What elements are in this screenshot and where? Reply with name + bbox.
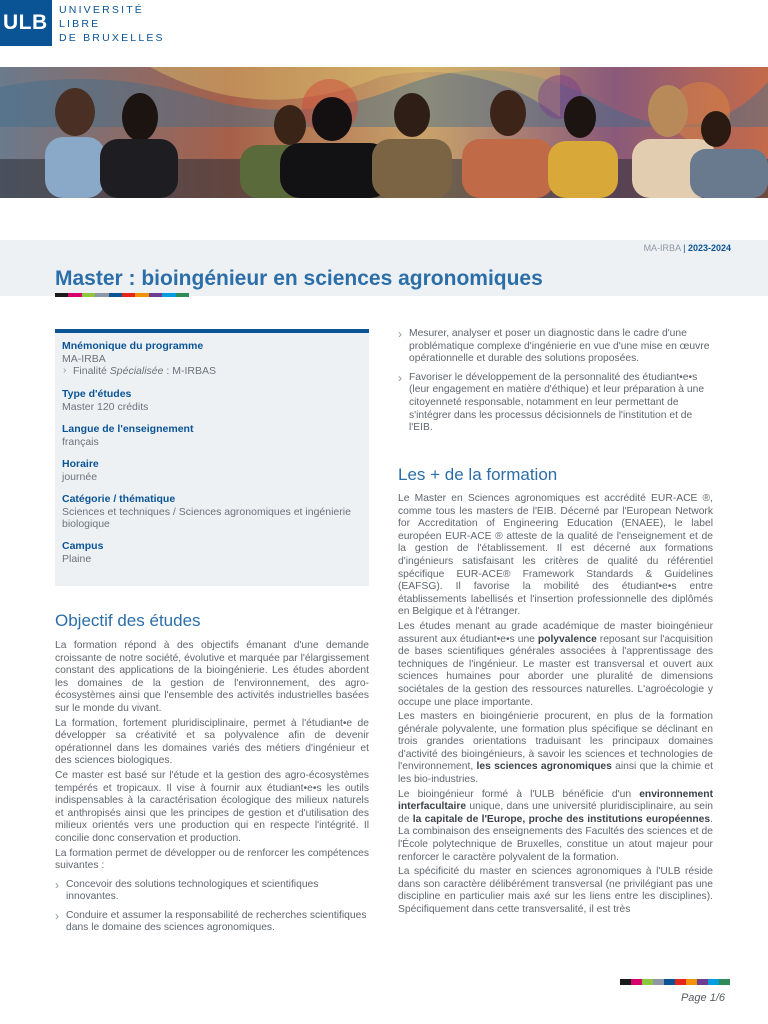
objectif-body bbox=[55, 640, 369, 941]
program-info-box bbox=[55, 329, 369, 586]
info-value: journée bbox=[62, 471, 98, 483]
info-type bbox=[62, 388, 362, 413]
logo-line: DE BRUXELLES bbox=[59, 32, 165, 44]
emphasis: environnement interfacultaire bbox=[398, 788, 713, 813]
logo-line: UNIVERSITÉ bbox=[59, 4, 145, 16]
color-swatch bbox=[95, 293, 108, 297]
text: unique, dans une université pluridisciplinaire, au sein de bbox=[398, 801, 713, 825]
color-swatch bbox=[68, 293, 81, 297]
color-swatch bbox=[82, 293, 95, 297]
page-header bbox=[0, 0, 768, 62]
academic-year: 2023-2024 bbox=[687, 243, 731, 253]
emphasis: la capitale de l'Europe, proche des institutions européennes bbox=[412, 813, 711, 825]
text: Le bioingénieur formé à l'ULB bénéficie d'un bbox=[398, 788, 640, 800]
info-categorie bbox=[62, 493, 362, 530]
color-swatch bbox=[642, 979, 653, 985]
color-swatch bbox=[697, 979, 708, 985]
color-swatch bbox=[620, 979, 631, 985]
color-swatch bbox=[631, 979, 642, 985]
paragraph: La formation, fortement pluridisciplinaire, permet à l'étudiant•e de développer sa créativité et sa polyvalence afin de devenir opérationnel dans les domaines variés des métiers d'ingénieur et des sciences biologiques. bbox=[55, 717, 369, 767]
ulb-logo: ULB bbox=[0, 0, 52, 46]
paragraph: La formation permet de développer ou de renforcer les compétences suivantes : bbox=[55, 847, 369, 872]
info-label: Type d'études bbox=[62, 388, 132, 400]
text: ainsi que la chimie et les bio-industries. bbox=[398, 761, 713, 786]
color-swatch bbox=[686, 979, 697, 985]
section-heading-objectif: Objectif des études bbox=[55, 611, 201, 630]
logo-line: LIBRE bbox=[59, 18, 101, 30]
right-competence-list bbox=[398, 322, 712, 441]
color-swatch bbox=[708, 979, 719, 985]
emphasis: polyvalence bbox=[537, 633, 597, 645]
info-label: Mnémonique du programme bbox=[62, 340, 204, 352]
competence-list bbox=[55, 879, 369, 935]
program-code: MA-IRBA bbox=[643, 243, 681, 253]
paragraph bbox=[398, 711, 713, 787]
list-item: › Conduire et assumer la responsabilité de recherches scientifiques dans le domaine des sciences agronomiques. bbox=[55, 910, 369, 935]
info-label: Campus bbox=[62, 540, 104, 552]
color-swatch bbox=[149, 293, 162, 297]
text: Les masters en bioingénierie procurent, en plus de la formation générale polyvalente, une formation plus spécifique se déclinant en trois grandes orientations traduisant les principaux domaines d'activité des bioingénieurs, à savoir les sciences et technologies de l'environnement, bbox=[398, 711, 713, 773]
finalite-code: : M-IRBAS bbox=[163, 365, 216, 377]
section-heading-plus: Les + de la formation bbox=[398, 465, 558, 484]
color-swatch bbox=[176, 293, 189, 297]
banner-photo bbox=[0, 67, 768, 198]
info-label: Catégorie / thématique bbox=[62, 493, 176, 505]
info-horaire bbox=[62, 458, 362, 483]
paragraph: La formation répond à des objectifs émanant d'une demande croissante de notre société, évolutive et marquée par l'élargissement constant des applications de la bioingénierie. Les études abordent les domaines de la gestion de l'environnement, des agro-écosystèmes ainsi que l'ensemble des activités industrielles basées sur le monde du vivant. bbox=[55, 640, 369, 714]
color-swatch bbox=[135, 293, 148, 297]
info-langue bbox=[62, 423, 362, 448]
list-item: › Favoriser le développement de la personnalité des étudiant•e•s (leur engagement en matière d'éthique) et leur préparation à une citoyenneté responsable, notamment en leur permettant de s'intégrer dans les processus décisionnels de l'institution et de l'EIB. bbox=[398, 372, 712, 435]
text: . La combinaison des enseignements des Facultés des sciences et de l'École polytechnique de Bruxelles, constitue un atout majeur pour renforcer le caractère polyvalent de la formation. bbox=[398, 813, 713, 863]
color-swatch bbox=[653, 979, 664, 985]
info-value: Sciences et techniques / Sciences agronomiques et ingénierie biologique bbox=[62, 506, 351, 530]
color-swatch bbox=[109, 293, 122, 297]
paragraph bbox=[398, 621, 713, 709]
info-value: Master 120 crédits bbox=[62, 401, 149, 413]
page-title: Master : bioingénieur en sciences agronomiques bbox=[55, 267, 543, 290]
paragraph: La spécificité du master en sciences agronomiques à l'ULB réside dans son caractère délibérément transversal (ne privilégiant pas une discipline en particulier mais axé sur les liens entre les disciplines). Spécifiquement dans cette transversalité, il est très bbox=[398, 866, 713, 915]
paragraph: Le Master en Sciences agronomiques est accrédité EUR-ACE ®, comme tous les masters de l'EIB. Décerné par l'European Network for Accreditation of Engineering Education (ENAEE), le label européen EUR-ACE ® atteste de la qualité de l'enseignement et de la gestion de l'établissement. Il est décerné aux formations d'ingénieurs satisfaisant les critères de qualité du référentiel spécifique EUR-ACE® Framework Standards & Guidelines (EAFSG). Il favorise la mobilité des étudiant•e•s entre établissements labellisés et l'insertion professionnelle des diplômés en Belgique et à l'étranger. bbox=[398, 493, 713, 618]
text: reposant sur l'acquisition de bases scientifiques générales associées à l'apprentissage des techniques de l'ingénieur. Le master est transversal et ouvert aux sciences humaines pour aborder une pluralité de dimensions sociétales de la gestion des ressources naturelles. L'agroécologie y occupe une place importante. bbox=[398, 633, 713, 708]
competence-list-continued bbox=[398, 328, 712, 435]
code-separator: | bbox=[683, 243, 686, 253]
color-swatch bbox=[55, 293, 68, 297]
color-swatch bbox=[162, 293, 175, 297]
program-code-line bbox=[644, 243, 731, 253]
info-label: Horaire bbox=[62, 458, 99, 470]
info-value: français bbox=[62, 436, 99, 448]
finalite-type: Spécialisée bbox=[109, 365, 164, 377]
info-value: MA-IRBA bbox=[62, 353, 106, 365]
emphasis: les sciences agronomiques bbox=[476, 761, 612, 773]
paragraph bbox=[398, 789, 713, 865]
list-item: › Concevoir des solutions technologiques et scientifiques innovantes. bbox=[55, 879, 369, 904]
text: Les études menant au grade académique de master bioingénieur assurent aux étudiant•e•s une bbox=[398, 620, 713, 645]
plus-body bbox=[398, 493, 713, 919]
list-item: › Mesurer, analyser et poser un diagnostic dans le cadre d'une problématique complexe d'ingénierie en vue d'une mise en œuvre opérationnelle et durable des solutions proposées. bbox=[398, 328, 712, 366]
footer-color-bar bbox=[620, 979, 730, 985]
page-number: Page 1/6 bbox=[680, 992, 725, 1004]
finalite-prefix: Finalité bbox=[73, 365, 110, 377]
ulb-logo-text bbox=[59, 3, 165, 45]
info-value: Plaine bbox=[62, 553, 92, 565]
title-color-bar bbox=[55, 293, 189, 297]
color-swatch bbox=[675, 979, 686, 985]
info-label: Langue de l'enseignement bbox=[62, 423, 194, 435]
info-mnemonic bbox=[62, 340, 362, 378]
color-swatch bbox=[719, 979, 730, 985]
paragraph: Ce master est basé sur l'étude et la gestion des agro-écosystèmes tempérés et tropicaux. Il vise à fournir aux étudiant•e•s les outils indispensables à la caractérisation écologique des milieux naturels et anthropisés ainsi que les principes de gestion et d'utilisation des milieux orientés vers une production qui en respecte l'intégrité. Il concilie donc conservation et production. bbox=[55, 769, 369, 844]
color-swatch bbox=[664, 979, 675, 985]
info-finalite bbox=[62, 365, 362, 378]
color-swatch bbox=[122, 293, 135, 297]
info-campus bbox=[62, 540, 362, 565]
